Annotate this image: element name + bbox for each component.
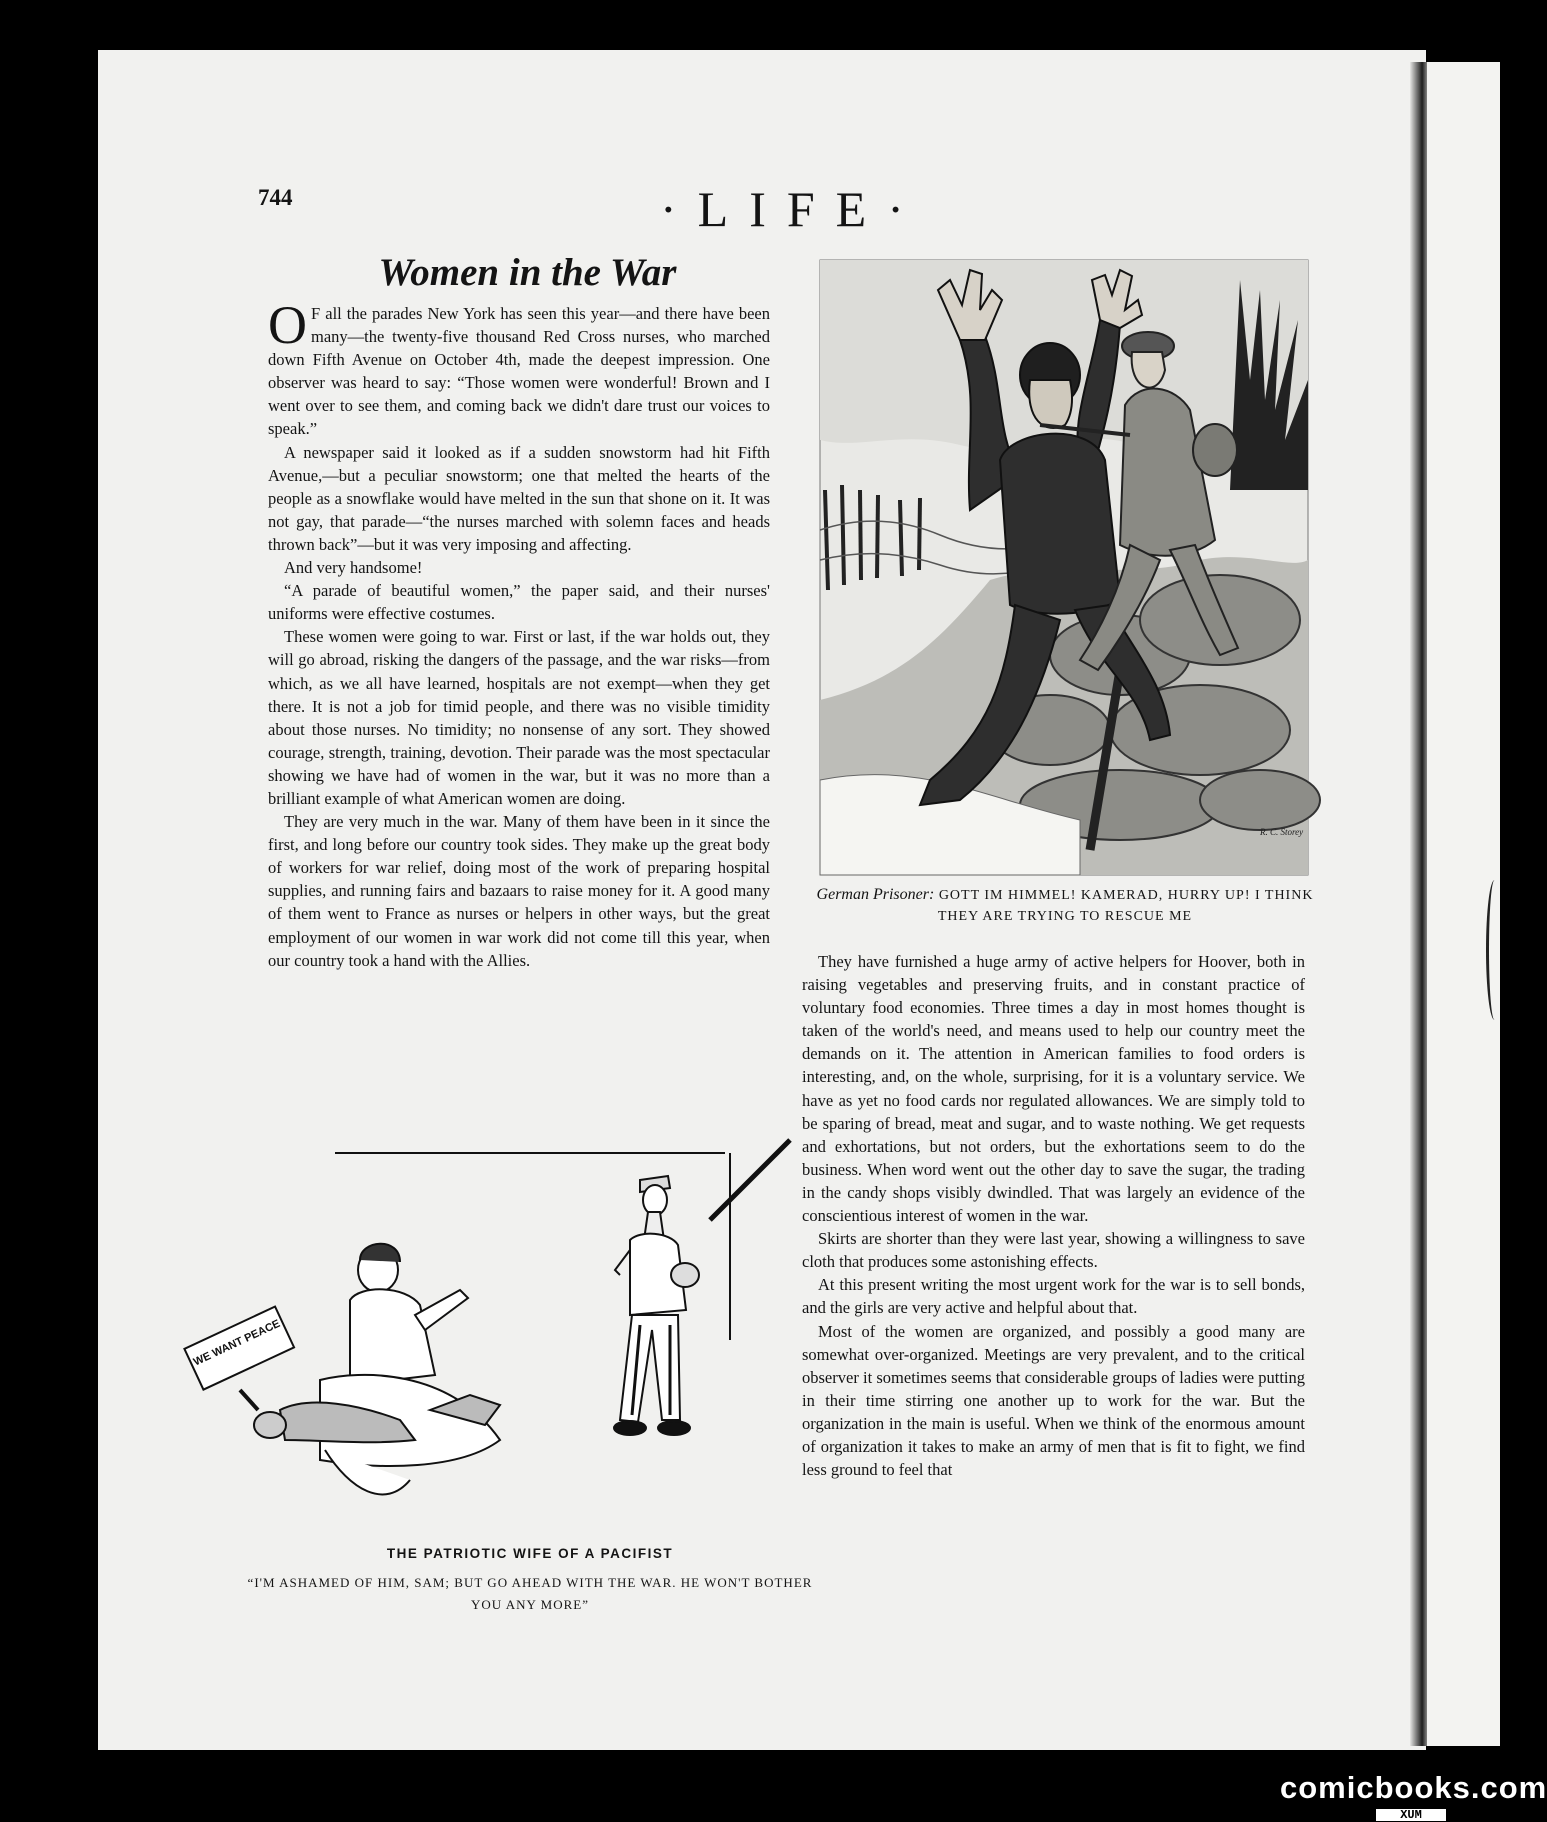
drop-cap: O [268, 295, 307, 355]
paragraph: A newspaper said it looked as if a sudden snowstorm had hit Fifth Avenue,—but a peculiar snowstorm; one that melted the hearts of the people as a snowflake would have melted in the sun that shone on it. It was not gay, that parade—“the nurses marched with solemn faces and heads thrown back”—but it was very imposing and affecting. [268, 442, 770, 554]
article-title: Women in the War [378, 251, 677, 294]
cartoon-caption-patriotic-wife: “I'M ASHAMED OF HIM, SAM; BUT GO AHEAD WITH THE WAR. HE WON'T BOTHER YOU ANY MORE” [247, 1575, 813, 1612]
artist-signature: R. C. Storey [1260, 827, 1304, 837]
page-number: 744 [258, 185, 293, 210]
site-watermark: comicbooks.com [1280, 1770, 1547, 1805]
cartoon-patriotic-wife-drawing [191, 1140, 790, 1590]
caption-text: GOTT IM HIMMEL! KAMERAD, HURRY UP! I THINK THEY ARE TRYING TO RESCUE ME [937, 888, 1314, 924]
paragraph: And very handsome! [284, 558, 423, 578]
paragraph: They have furnished a huge army of active helpers for Hoover, both in raising vegetables and preserving fruits, and in constant practice of voluntary food economies. Three times a day in most homes thought is taken of the world's need, and means used to help our country meet the demands on it. The attention in American families to food orders is interesting, and, on the whole, surprising, for it is a voluntary service. We have as yet no food cards nor regulated allowances. We are simply told to be sparing of bread, meat and sugar, and to waste nothing. We get requests and exhortations, but not orders, but the exhortations seem to do the business. When word went out the other day to save the sugar, the trading in the candy shops visibly dwindled. That was largely an evidence of the conscientious interest of women in the war. [802, 952, 1305, 1226]
sign-text: WE WANT PEACE [191, 1317, 283, 1369]
paragraph: They are very much in the war. Many of them have been in it since the first, and long before our country took sides. They make up the great body of workers for war relief, doing most of the work of preparing hospital supplies, and running fairs and bazaars to raise money for it. A good many of them went to France as nurses or helpers in other ways, but the great employment of our women in war work did not come till this year, when our country took a hand with the Allies. [268, 812, 770, 970]
paragraph: “A parade of beautiful women,” the paper said, and their nurses' uniforms were effective costumes. [268, 581, 770, 624]
paragraph: Most of the women are organized, and possibly a good many are somewhat over-organized. Meetings are very prevalent, and to the critical observer it sometimes seems that considerable groups of ladies were putting in their time stirring one another up to work for the war. But the organization in the main is useful. When we think of the enormous amount of organization it takes to make an army of men that is fit to fight, we find less ground to feel that [802, 1321, 1305, 1480]
next-page-glyph [1486, 880, 1503, 1020]
paragraph: These women were going to war. First or last, if the war holds out, they will go abroad, risking the dangers of the passage, and the war risks—from which, as we all have learned, hospitals are not exempt—when they get there. It is not a job for timid people, and there was no visible timidity about those nurses. No timidity; no nonsense of any sort. They showed courage, strength, training, devotion. Their parade was the most spectacular showing we have had of women in the war, but it was no more than a brilliant example of what American women are doing. [268, 627, 770, 808]
cartoon-title-patriotic-wife: THE PATRIOTIC WIFE OF A PACIFIST [386, 1546, 674, 1561]
cartoon-caption-german-prisoner [800, 884, 1330, 927]
paragraph: Skirts are shorter than they were last year, showing a willingness to save cloth that produces some astonishing effects. [802, 1229, 1305, 1272]
paragraph: At this present writing the most urgent work for the war is to sell bonds, and the girls are very active and helpful about that. [802, 1275, 1305, 1318]
caption-speaker: German Prisoner: [816, 886, 935, 903]
article-column-right [802, 950, 1305, 1481]
scan-stamp: XUM [1376, 1809, 1446, 1821]
cartoon-german-prisoner [820, 260, 1308, 875]
cartoon-german-prisoner-drawing [820, 260, 1308, 875]
masthead: ·LIFE· [660, 181, 925, 237]
paragraph: O F all the parades New York has seen this year—and there have been many—the twenty-five thousand Red Cross nurses, who marched down Fifth Avenue on October 4th, made the deepest impression. One observer was heard to say: “Those women were wonderful! Brown and I went over to see them, and coming back we didn't dare trust our voices to speak.” [268, 295, 770, 439]
cartoon-patriotic-wife [191, 1140, 790, 1590]
article-column-left [268, 295, 770, 972]
